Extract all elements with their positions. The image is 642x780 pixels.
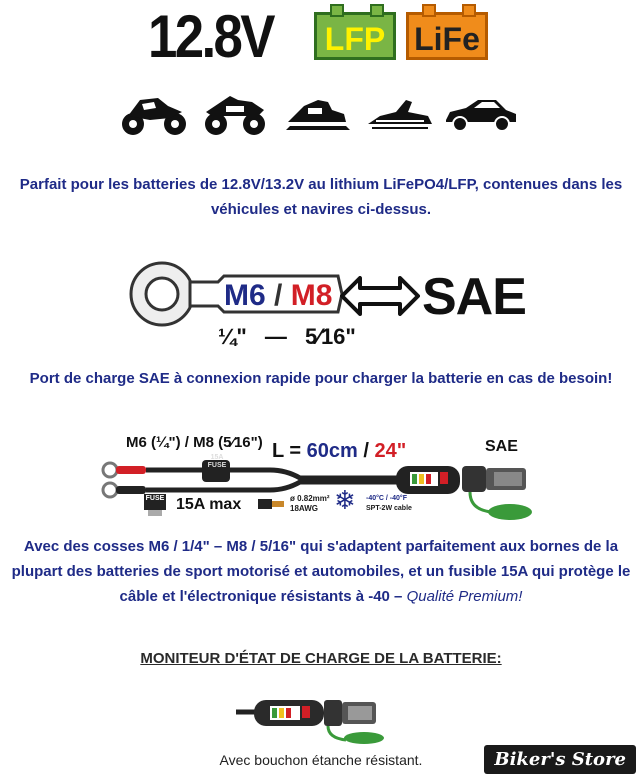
wire-spec-line1: ø 0.82mm² [290,494,330,503]
lfp-terminal-icon [370,4,384,17]
slash-label: / [274,279,283,312]
temp-spec-line1: -40°C / -40°F [366,495,407,502]
fuse-tag-small: FUSE [207,462,227,469]
m8-label: M8 [290,279,333,312]
car-icon [444,92,518,136]
m6-label: M6 [224,279,266,312]
length-prefix: L = [272,440,307,462]
lfp-badge [314,12,396,60]
motorcycle-icon [120,92,188,136]
lfp-badge-label: LFP [324,21,386,57]
description-line-2: plupart des batteries de sport motorisé et automobiles, et un fusible 15A qui protège le [11,563,631,580]
atv-icon [202,92,268,136]
ring-size-label: M6 (¼") / M8 (5⁄16") [126,434,263,451]
wire-icon [258,496,284,512]
intro-line-1: Parfait pour les batteries de 12.8V/13.2V au lithium LiFePO4/LFP, contenues dans les [19,176,623,193]
description-line-3-text: câble et l'électronique résistants à -40 – [119,588,403,605]
sae-port-text: Port de charge SAE à connexion rapide pour charger la batterie en cas de besoin! [29,370,613,387]
size-right: 5⁄16" [305,324,356,349]
cable-sae-label: SAE [485,438,518,455]
intro-line-2: véhicules et navires ci-dessus. [210,201,432,218]
fuse-icon [144,494,166,510]
temp-spec-line2: SPT-2W cable [366,505,412,512]
length-cm: 60cm [306,440,358,462]
description-line-1: Avec des cosses M6 / 1/4" – M8 / 5/16" qui s'adaptent parfaitement aux bornes de la [23,538,619,555]
life-terminal-icon [422,4,436,17]
cap-caption: Avec bouchon étanche résistant. [219,752,423,768]
inch-sizes [218,324,356,350]
store-logo: Biker's Store [484,745,636,774]
premium-label: Qualité Premium! [406,588,523,605]
life-badge-label: LiFe [414,21,480,57]
life-terminal-icon [462,4,476,17]
size-dash: — [264,324,287,349]
length-sep: / [357,440,375,462]
wire-spec [290,494,330,514]
sae-big-label: SAE [422,268,526,326]
snowmobile-icon [284,92,352,136]
fuse-holder-label [204,454,230,470]
charge-monitor-image [236,688,396,744]
life-badge [406,12,488,60]
fuse-blade-icon [148,510,162,516]
length-in: 24" [374,440,407,462]
size-left: ¼" [218,324,247,349]
terminal-size-label [224,278,332,314]
fuse-rating: 15A max [176,496,242,513]
description-line-3 [0,584,642,609]
lfp-terminal-icon [330,4,344,17]
snowflake-icon: ❄ [334,485,356,515]
monitor-title: MONITEUR D'ÉTAT DE CHARGE DE LA BATTERIE: [140,650,502,667]
description-text [0,534,642,609]
voltage-heading: 12.8V [148,3,273,70]
fuse-icon-label: FUSE [145,495,165,502]
jetski-icon [366,92,434,136]
intro-text [0,172,642,222]
temp-spec [366,494,412,514]
double-arrow-icon [340,276,420,316]
wire-spec-line2: 18AWG [290,504,319,513]
fuse-small-label: 15A [210,454,224,461]
